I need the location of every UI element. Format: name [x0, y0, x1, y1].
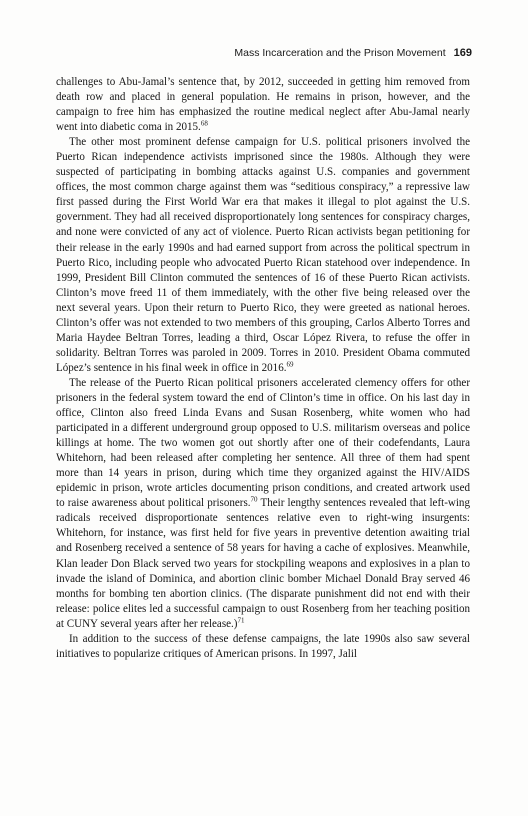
footnote-marker: 69: [286, 360, 294, 369]
running-head: [234, 47, 472, 59]
paragraph-text: In addition to the success of these defense campaigns, the late 1990s also saw several initiatives to popularize critiques of American prisons. In 1997, Jalil: [56, 632, 470, 660]
paragraph: [56, 632, 470, 662]
paragraph: [56, 376, 470, 632]
page-number: 169: [453, 47, 472, 59]
paragraph-text: The other most prominent defense campaign for U.S. political prisoners involved the Puerto Rican independence activists imprisoned since the 1980s. Although they were suspected of participating in bombing attacks against U.S. companies and government offices, the most common charge against them was “seditious conspiracy,” a repressive law first passed during the First World War era that makes it illegal to plot against the U.S. government. They had all received disproportionately long sentences for conspiracy charges, and none were convicted of any act of violence. Puerto Rican activists began petitioning for their release in the early 1990s and had earned support from across the political spectrum in Puerto Rico, including people who advocated Puerto Rican statehood over independence. In 1999, President Bill Clinton commuted the sentences of 16 of these Puerto Rican activists. Clinton’s move freed 11 of them immediately, with the other five being released over the next several years. Upon their return to Puerto Rico, they were greeted as national heroes. Clinton’s offer was not extended to two members of this grouping, Carlos Alberto Torres and Maria Haydee Beltran Torres, leading a third, Oscar López Rivera, to refuse the offer in solidarity. Beltran Torres was paroled in 2009. Torres in 2010. President Obama commuted López’s sentence in his final week in office in 2016.: [56, 136, 470, 374]
paragraph-text: challenges to Abu-Jamal’s sentence that, by 2012, succeeded in getting him removed from death row and placed in general population. He remains in prison, however, and the campaign to free him has emphasized the routine medical neglect after Abu-Jamal nearly went into diabetic coma in 2015.: [56, 76, 470, 134]
body-text: [56, 75, 470, 662]
running-head-title: Mass Incarceration and the Prison Movement: [234, 47, 446, 59]
footnote-marker: 71: [237, 616, 245, 625]
paragraph-text-continued: Their lengthy sentences revealed that left-wing radicals received disproportionate sentences relative even to right-wing insurgents: Whitehorn, for instance, was first held for five years in preventive detention awaiting trial and Rosenberg received a sentence of 58 years for having a cache of explosives. Meanwhile, Klan leader Don Black served two years for stockpiling weapons and explosives in a plan to invade the island of Dominica, and abortion clinic bomber Michael Donald Bray served 46 months for bombing ten abortion clinics. (The disparate punishment did not end with their release: police elites led a successful campaign to oust Rosenberg from her teaching position at CUNY several years after her release.): [56, 497, 470, 630]
paragraph: [56, 75, 470, 135]
footnote-marker: 70: [250, 495, 258, 504]
paragraph-text: The release of the Puerto Rican political prisoners accelerated clemency offers for other prisoners in the federal system toward the end of Clinton’s time in office. On his last day in office, Clinton also freed Linda Evans and Susan Rosenberg, white women who had participated in a different underground group opposed to U.S. militarism overseas and police killings at home. The two women got out shortly after one of their codefendants, Laura Whitehorn, had been released after completing her sentence. All three of them had spent more than 14 years in prison, during which time they organized against the HIV/AIDS epidemic in prison, wrote articles documenting prison conditions, and created artwork used to raise awareness about political prisoners.: [56, 376, 470, 510]
paragraph: [56, 135, 470, 376]
footnote-marker: 68: [200, 119, 208, 128]
